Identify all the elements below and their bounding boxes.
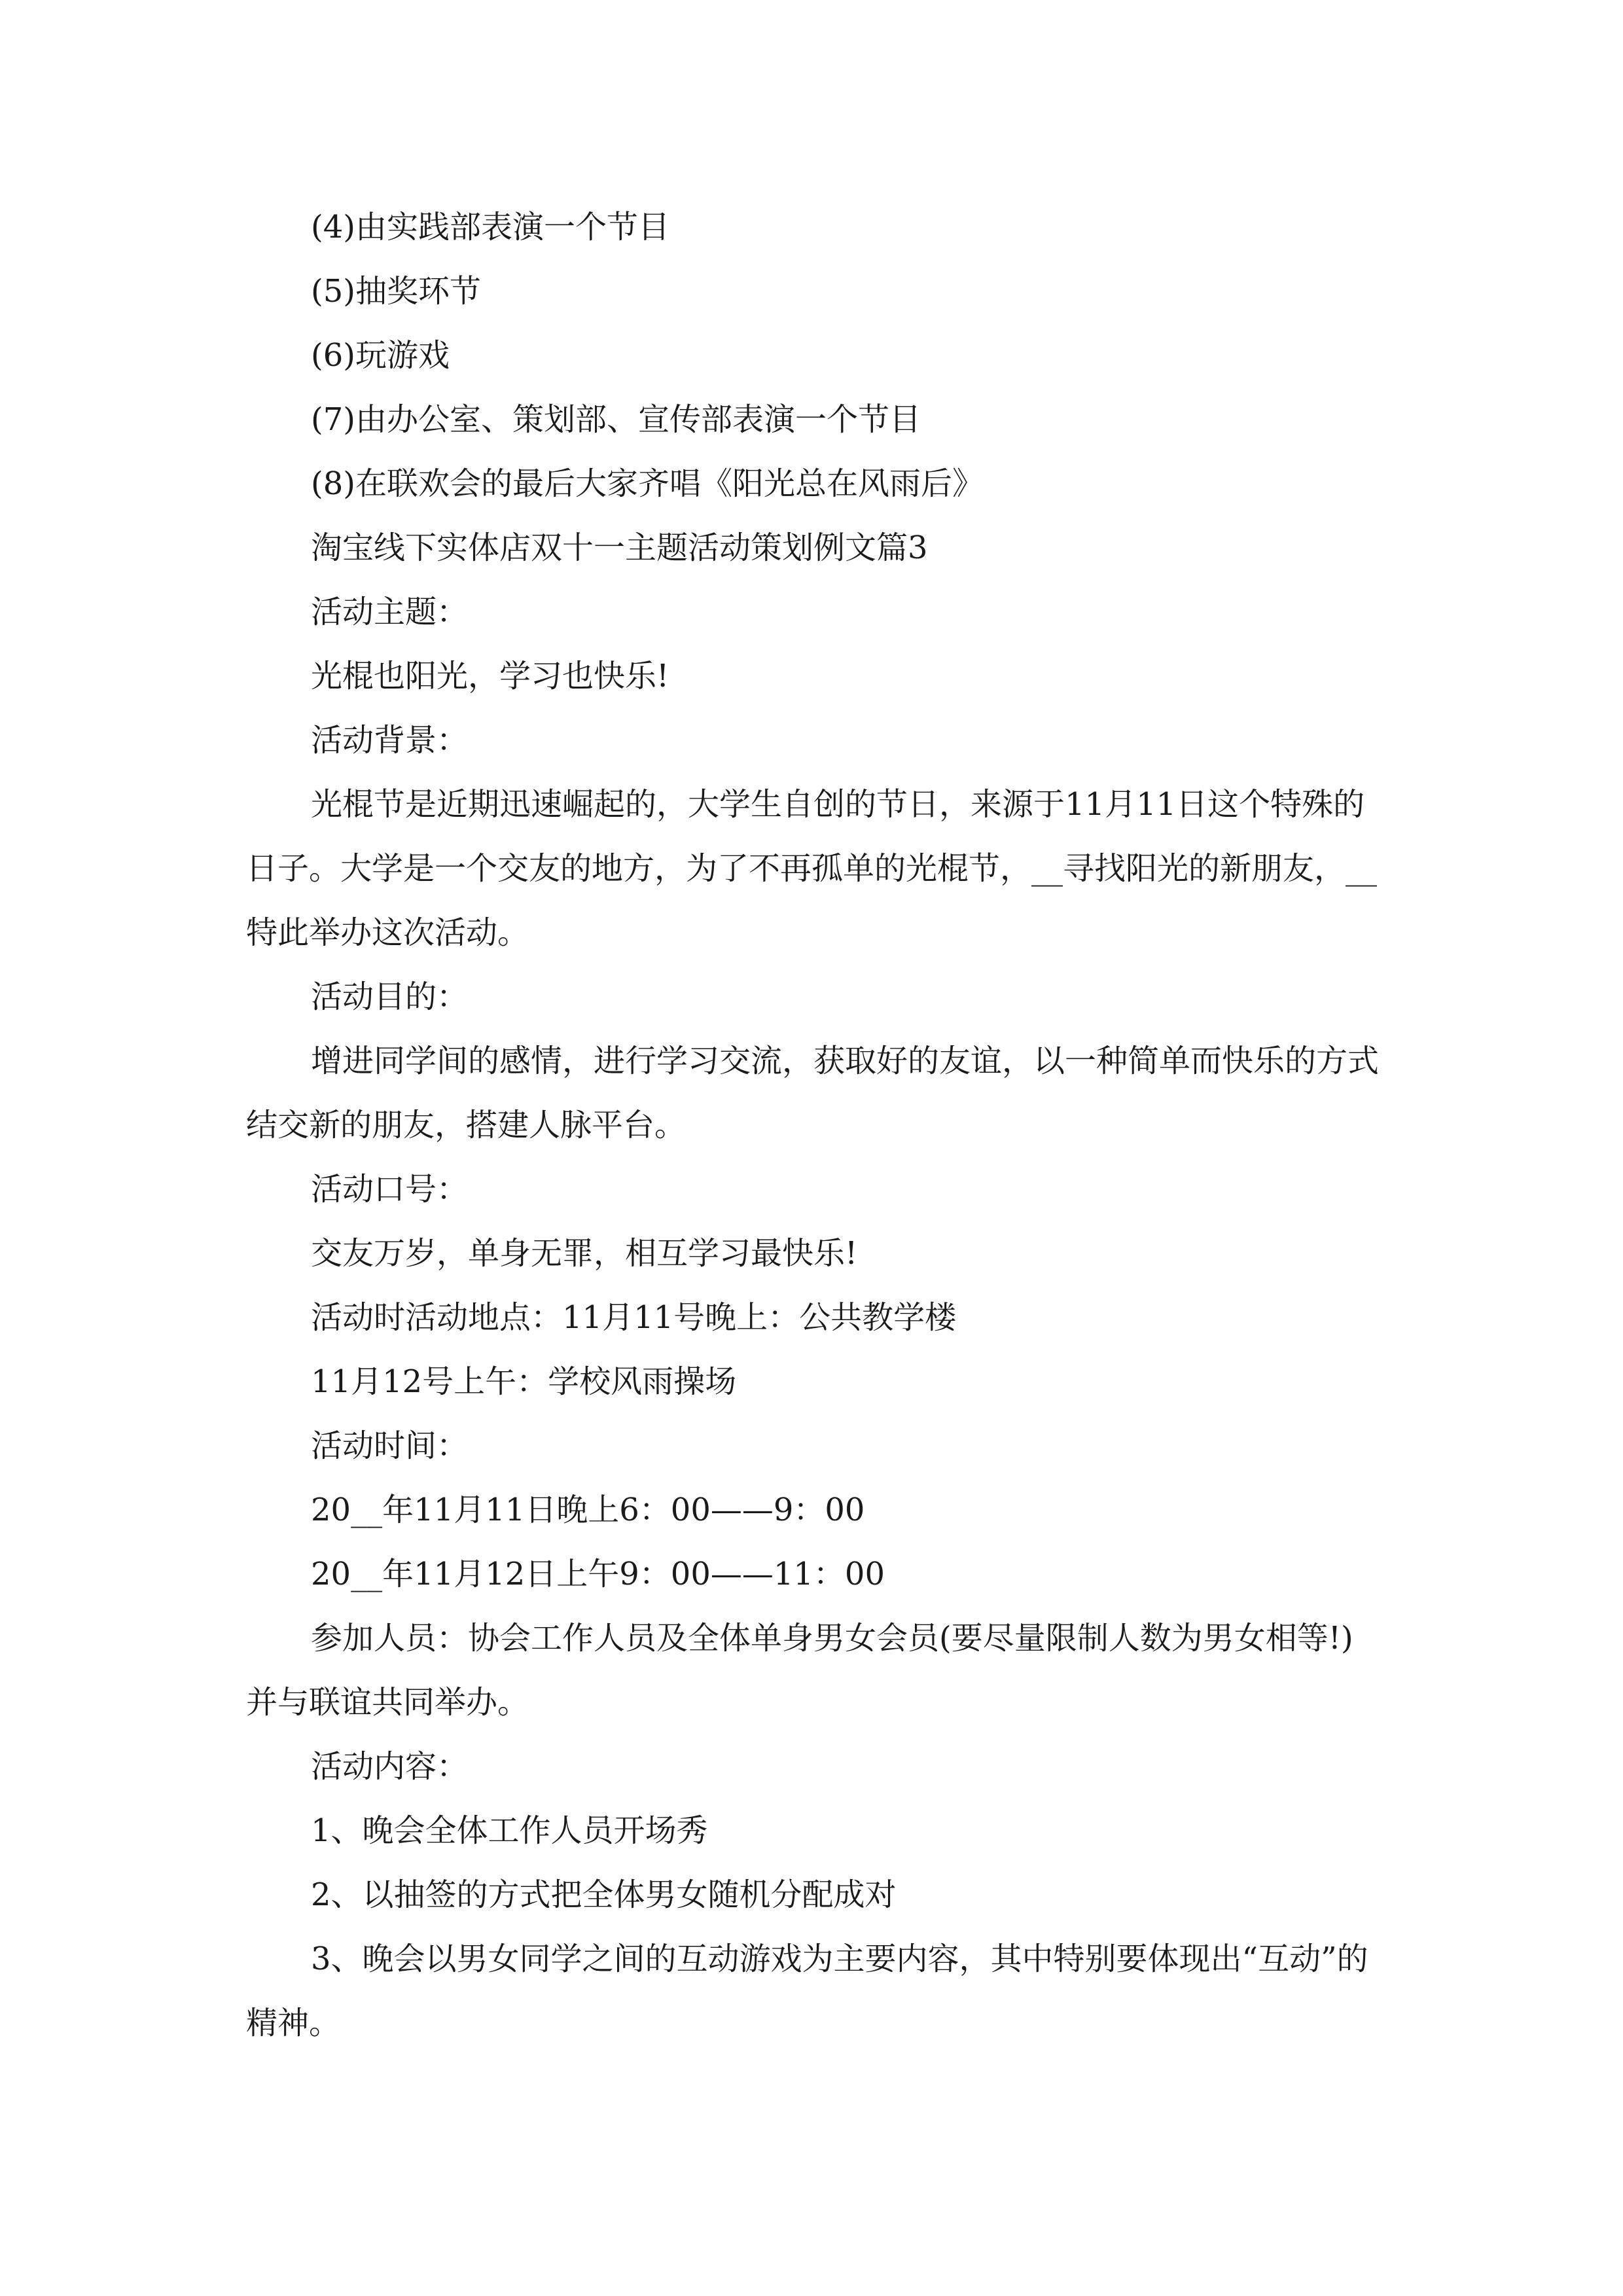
participants-text: 参加人员：协会工作人员及全体单身男女会员(要尽量限制人数为男女相等!)并与联谊共同举办。 [246, 1620, 1353, 1721]
purpose-heading: 活动目的： [311, 978, 469, 1015]
time-text-1: 20__年11月11日晚上6：00——9：00 [311, 1492, 865, 1528]
slogan-text: 交友万岁，单身无罪，相互学习最快乐! [311, 1235, 858, 1272]
slogan-heading: 活动口号： [311, 1171, 469, 1208]
content-item-3: 3、晚会以男女同学之间的互动游戏为主要内容，其中特别要体现出“互动”的精神。 [246, 1941, 1368, 2041]
background-heading: 活动背景： [311, 722, 469, 759]
purpose-text: 增进同学间的感情，进行学习交流，获取好的友谊，以一种简单而快乐的方式结交新的朋友，搭建人脉平台。 [246, 1043, 1380, 1143]
list-item-7: (7)由办公室、策划部、宣传部表演一个节目 [311, 401, 921, 438]
time-text-2: 20__年11月12日上午9：00——11：00 [311, 1556, 885, 1592]
content-item-1: 1、晚会全体工作人员开场秀 [311, 1812, 708, 1849]
list-item-6: (6)玩游戏 [311, 337, 450, 374]
content-item-2: 2、以抽签的方式把全体男女随机分配成对 [311, 1876, 897, 1913]
time-heading: 活动时间： [311, 1427, 469, 1464]
location-text: 活动时活动地点：11月11号晚上：公共教学楼 [311, 1299, 957, 1336]
location-text-2: 11月12号上午：学校风雨操场 [311, 1363, 737, 1400]
list-item-4: (4)由实践部表演一个节目 [311, 209, 669, 245]
list-item-5: (5)抽奖环节 [311, 273, 481, 310]
document-body [246, 195, 1382, 2055]
theme-text: 光棍也阳光，学习也快乐! [311, 658, 669, 694]
list-item-8: (8)在联欢会的最后大家齐唱《阳光总在风雨后》 [311, 465, 984, 502]
background-text: 光棍节是近期迅速崛起的，大学生自创的节日，来源于11月11日这个特殊的日子。大学是一个交友的地方，为了不再孤单的光棍节，__寻找阳光的新朋友，__特此举办这次活动。 [246, 786, 1378, 951]
section-title: 淘宝线下实体店双十一主题活动策划例文篇3 [311, 529, 928, 566]
theme-heading: 活动主题： [311, 594, 469, 630]
content-heading: 活动内容： [311, 1748, 469, 1785]
